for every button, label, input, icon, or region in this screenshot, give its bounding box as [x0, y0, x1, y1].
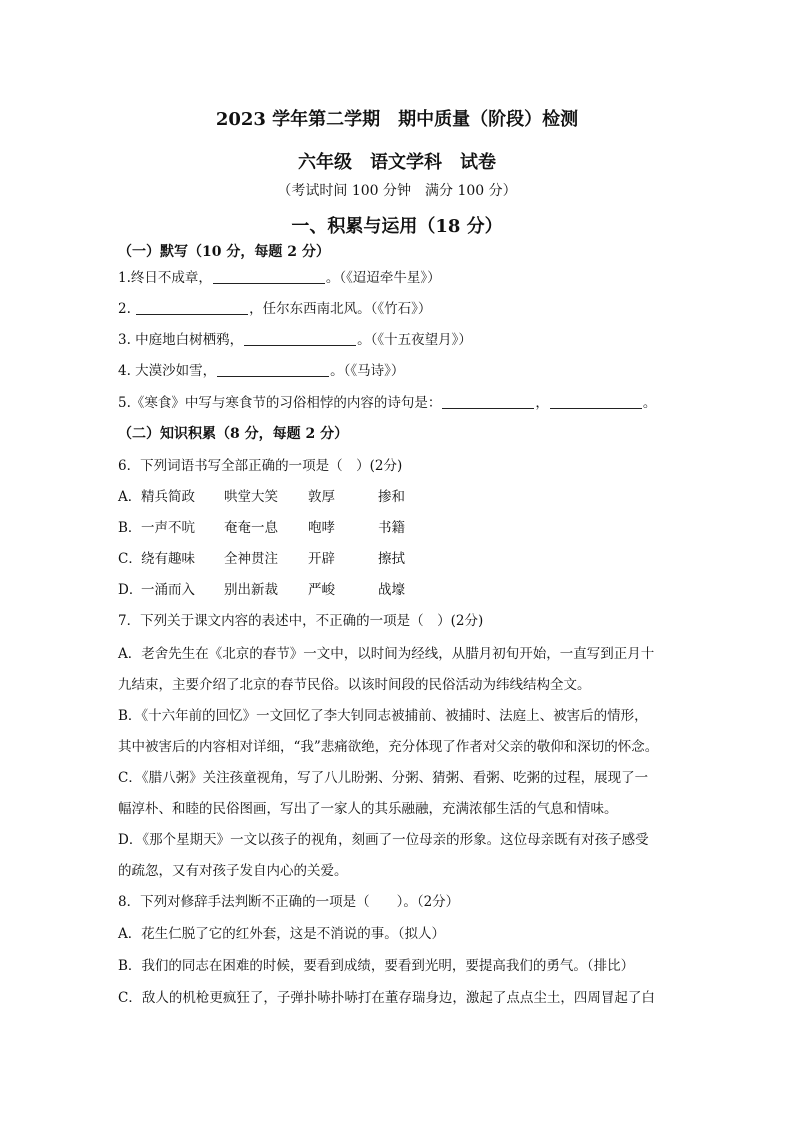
option-word: 哄堂大笑: [224, 489, 278, 505]
exam-info: （考试时间 100 分钟 满分 100 分）: [277, 183, 517, 199]
question-1: [118, 268, 684, 288]
option-letter: A．: [118, 489, 142, 505]
question-7: 7．下列关于课文内容的表述中，不正确的一项是（ ）(2分): [118, 613, 484, 629]
question-5-mid: ，: [535, 395, 549, 411]
question-6-option-b[interactable]: [118, 518, 684, 538]
option-word: 别出新裁: [224, 582, 278, 598]
answer-blank[interactable]: [213, 269, 325, 284]
option-letter: C．: [118, 551, 142, 567]
option-word: 全神贯注: [224, 551, 278, 567]
question-7-option-c-line-1: C．《腊八粥》关注孩童视角，写了八儿盼粥、分粥、猜粥、看粥、吃粥的过程，展现了一: [118, 770, 649, 786]
question-6-option-d[interactable]: [118, 580, 684, 600]
question-7-option-b-line-2: 其中被害后的内容相对详细，“我”悲痛欲绝，充分体现了作者对父亲的敬仰和深切的怀念。: [118, 739, 659, 755]
question-5: [118, 393, 684, 413]
question-5-suffix: 。: [642, 395, 657, 411]
option-word: 书籍: [378, 520, 405, 536]
option-word: 战壕: [378, 582, 405, 598]
question-6-option-a[interactable]: [118, 487, 684, 507]
answer-blank[interactable]: [136, 300, 248, 315]
answer-blank[interactable]: [244, 331, 356, 346]
option-word: 严峻: [308, 582, 335, 598]
option-word: 开辟: [308, 551, 335, 567]
question-2-suffix: ，任尔东西南北风。（《竹石》）: [249, 301, 432, 317]
question-7-option-a-line-2: 九结束，主要介绍了北京的春节民俗。以该时间段的民俗活动为纬线结构全文。: [118, 677, 591, 693]
question-3-prefix: 3. 中庭地白树栖鸦，: [118, 332, 244, 348]
exam-subtitle: 六年级 语文学科 试卷: [298, 152, 496, 173]
answer-blank[interactable]: [442, 394, 534, 409]
option-word: 精兵简政: [141, 489, 195, 505]
answer-blank[interactable]: [550, 394, 642, 409]
option-letter: B．: [118, 520, 142, 536]
question-6: 6．下列词语书写全部正确的一项是（ ）(2分): [118, 458, 403, 474]
question-7-option-d-line-1: D．《那个星期天》一文以孩子的视角，刻画了一位母亲的形象。这位母亲既有对孩子感受: [118, 832, 649, 848]
answer-blank[interactable]: [217, 362, 329, 377]
option-word: 一涌而入: [141, 582, 195, 598]
question-7-option-b-line-1: B．《十六年前的回忆》一文回忆了李大钊同志被捕前、被捕时、法庭上、被害后的情形，: [118, 708, 648, 724]
question-3-suffix: 。（《十五夜望月》）: [357, 332, 472, 348]
option-word: 掺和: [378, 489, 405, 505]
question-2-prefix: 2.: [118, 301, 136, 317]
question-6-option-c[interactable]: [118, 549, 684, 569]
question-4-suffix: 。（《马诗》）: [330, 363, 405, 379]
question-4: [118, 361, 684, 381]
question-8-option-a: A．花生仁脱了它的红外套，这是不消说的事。（拟人）: [118, 926, 445, 942]
option-word: 擦拭: [378, 551, 405, 567]
question-5-prefix: 5.《寒食》中写与寒食节的习俗相悖的内容的诗句是：: [118, 395, 442, 411]
section-heading-knowledge: （二）知识积累（8 分，每题 2 分）: [118, 426, 349, 442]
option-letter: D．: [118, 582, 143, 598]
section-heading-dictation: （一）默写（10 分，每题 2 分）: [118, 244, 330, 260]
question-1-suffix: 。（《迢迢牵牛星》）: [325, 270, 441, 286]
question-7-option-a-line-1: A．老舍先生在《北京的春节》一文中，以时间为经线，从腊月初旬开始，一直写到正月十: [118, 646, 655, 662]
part-title: 一、积累与运用（18 分）: [291, 216, 503, 237]
question-4-prefix: 4. 大漠沙如雪，: [118, 363, 217, 379]
question-1-prefix: 1.终日不成章，: [118, 270, 212, 286]
question-8: 8．下列对修辞手法判断不正确的一项是（ ）。（2分）: [118, 894, 460, 910]
question-7-option-c-line-2: 幅淳朴、和睦的民俗图画，写出了一家人的其乐融融，充满浓郁生活的气息和情味。: [118, 801, 618, 817]
question-8-option-c: C．敌人的机枪更疯狂了，子弹扑哧扑哧打在董存瑞身边，激起了点点尘土，四周冒起了白: [118, 990, 655, 1006]
option-word: 一声不吭: [141, 520, 195, 536]
option-word: 咆哮: [308, 520, 335, 536]
option-word: 绕有趣味: [141, 551, 195, 567]
question-3: [118, 330, 684, 350]
question-2: [118, 299, 684, 319]
question-8-option-b: B．我们的同志在困难的时候，要看到成绩，要看到光明，要提高我们的勇气。（排比）: [118, 958, 635, 974]
option-word: 奄奄一息: [224, 520, 278, 536]
exam-title: 2023 学年第二学期 期中质量（阶段）检测: [215, 109, 579, 130]
option-word: 敦厚: [308, 489, 335, 505]
question-7-option-d-line-2: 的疏忽，又有对孩子发自内心的关爱。: [118, 863, 348, 879]
